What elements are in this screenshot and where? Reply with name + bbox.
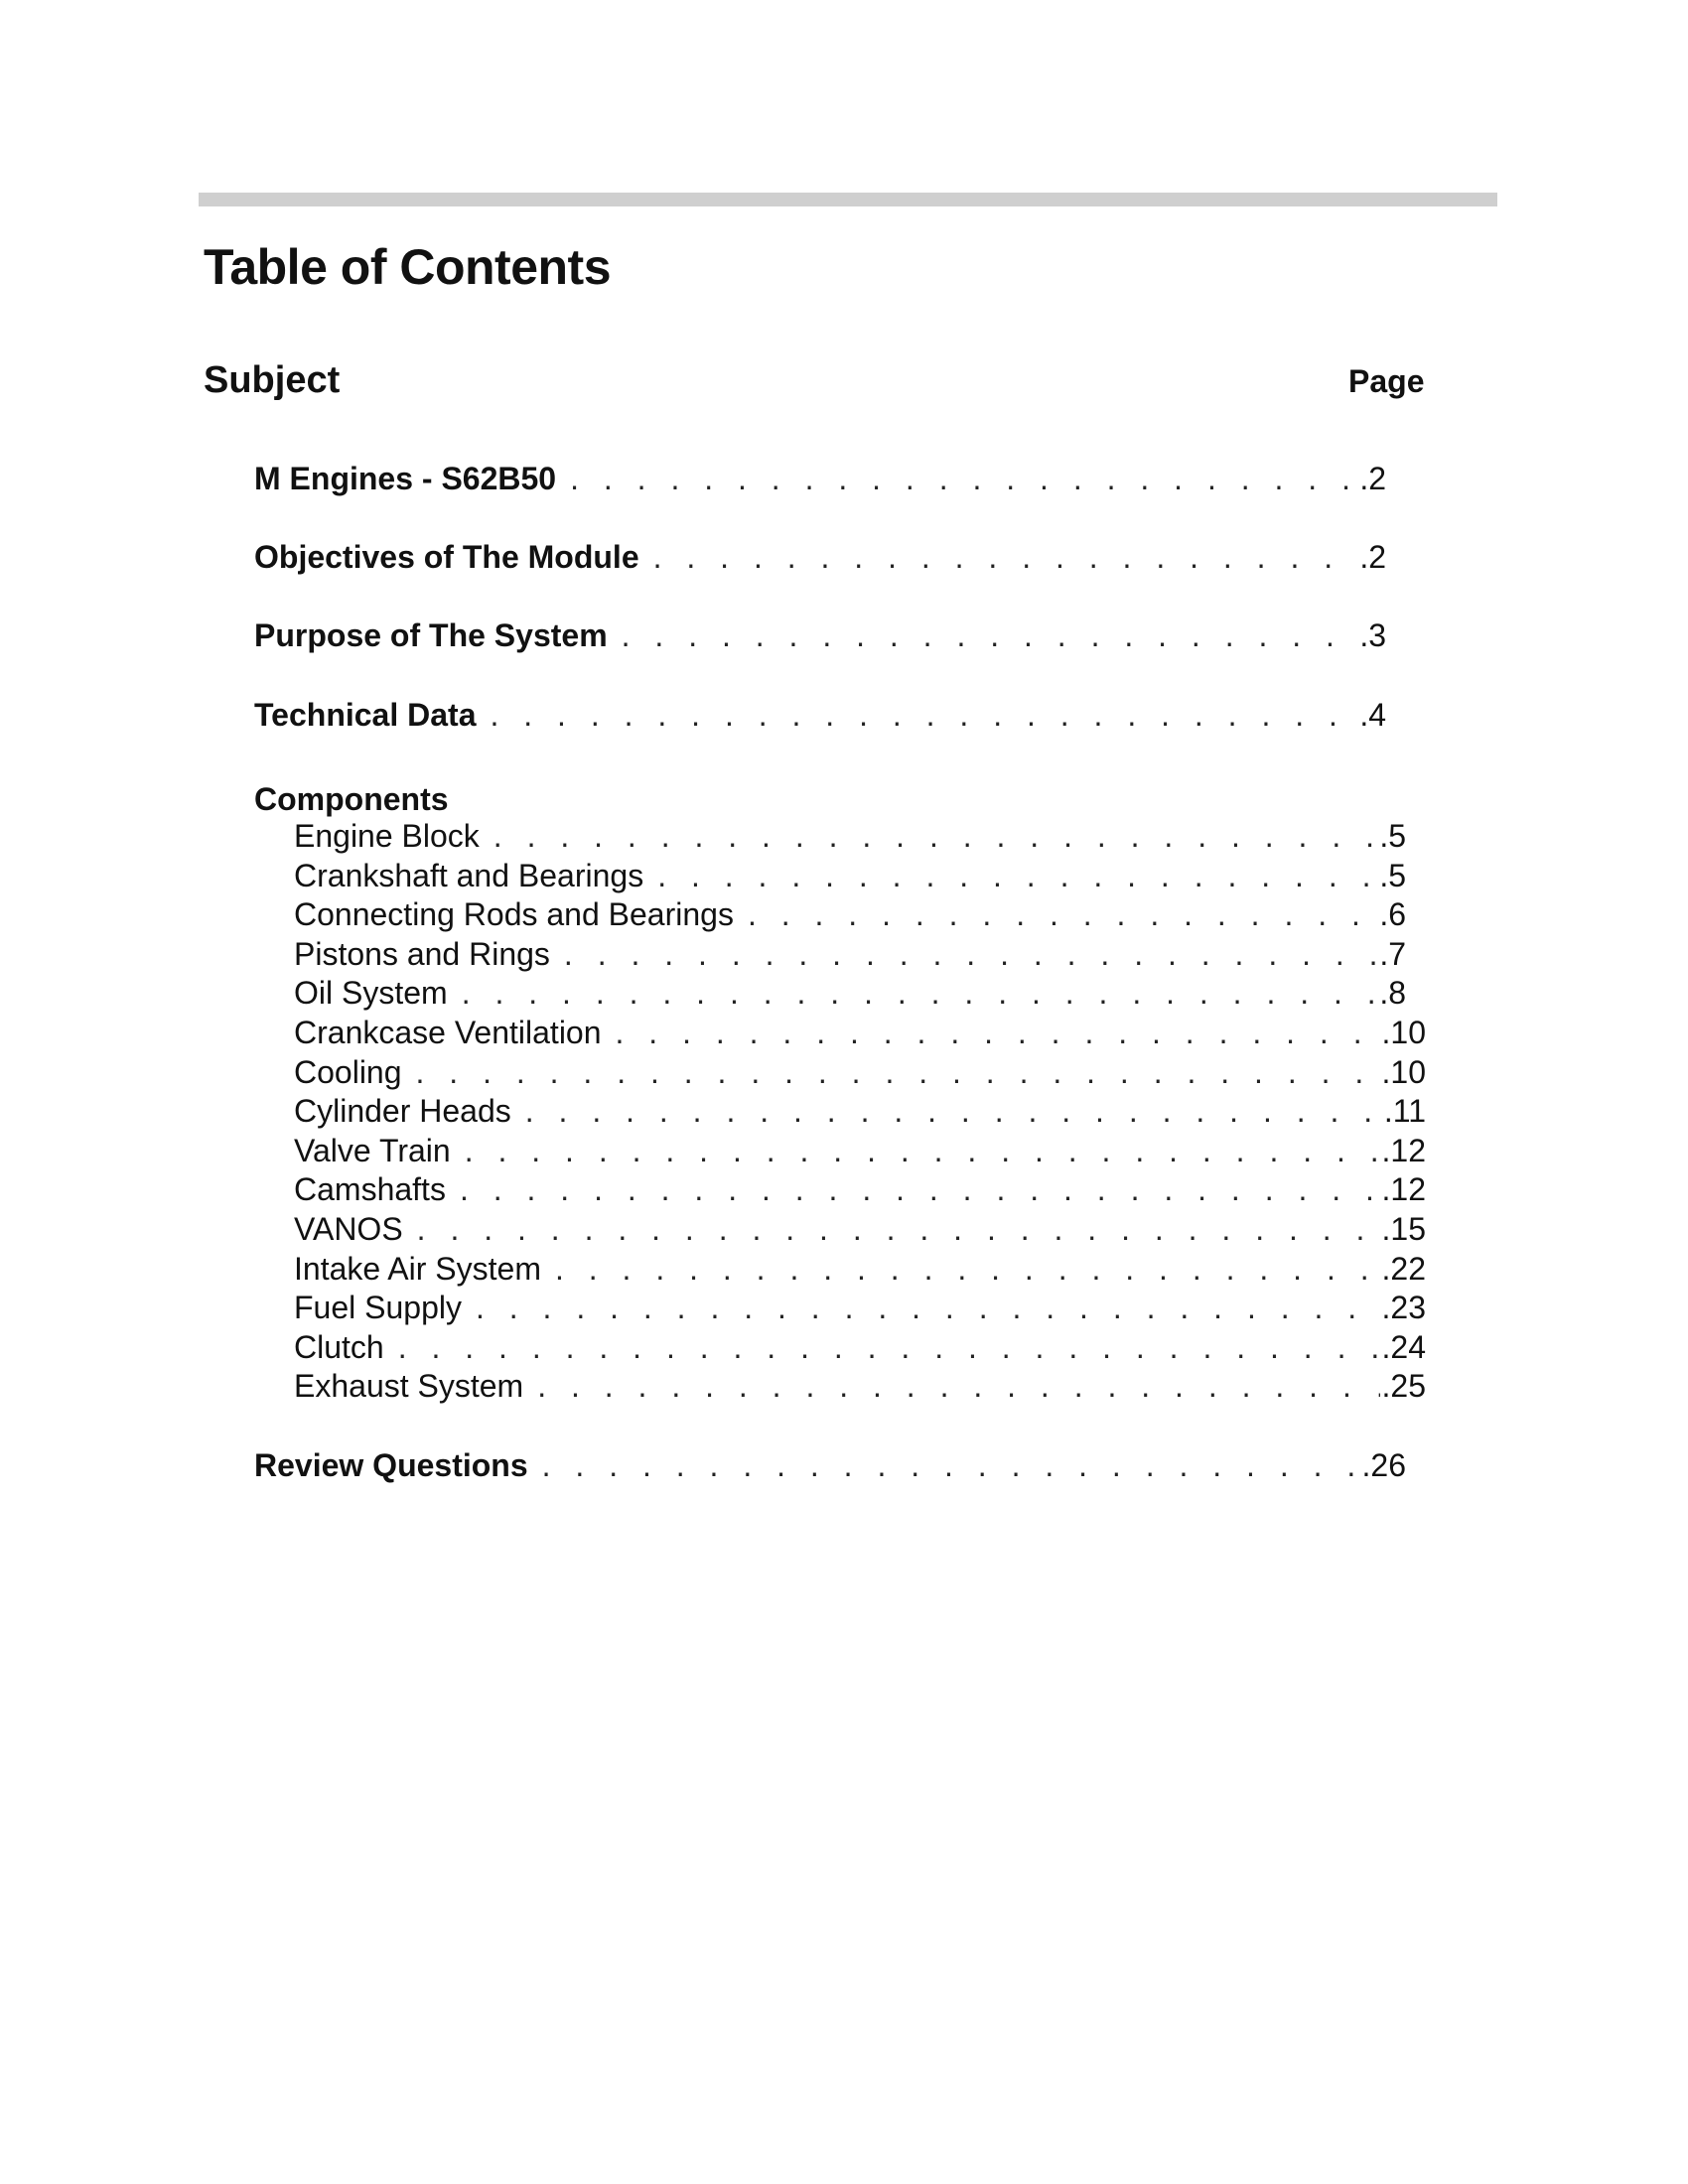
toc-entry-label: Purpose of The System (254, 617, 608, 653)
toc-entry-page: .3 (1359, 617, 1386, 653)
toc-entry-page: .26 (1361, 1447, 1406, 1483)
toc-subentry[interactable] (294, 816, 1406, 856)
toc-subentry-page: .25 (1381, 1368, 1426, 1404)
toc-leader-dots (555, 1249, 1380, 1289)
toc-entry-label: Objectives of The Module (254, 539, 639, 575)
toc-subentry[interactable] (294, 856, 1406, 895)
toc-subentry[interactable] (294, 1013, 1426, 1052)
toc-subentry-label: Oil System (294, 975, 448, 1011)
toc-subentry-page: .7 (1379, 936, 1406, 972)
toc-subentry-label: Engine Block (294, 818, 480, 854)
toc-subentry-label: VANOS (294, 1211, 403, 1247)
toc-subentry[interactable] (294, 1327, 1426, 1367)
toc-subentry-label: Clutch (294, 1329, 384, 1365)
toc-leader-dots (417, 1209, 1380, 1249)
toc-subentry-label: Connecting Rods and Bearings (294, 896, 734, 932)
toc-entry-label: Review Questions (254, 1447, 528, 1483)
toc-subentry-page: .12 (1381, 1133, 1426, 1168)
toc-leader-dots (525, 1091, 1382, 1131)
toc-leader-dots (398, 1327, 1380, 1367)
toc-entry-page: .2 (1359, 461, 1386, 496)
toc-subentry-page: .10 (1381, 1054, 1426, 1090)
toc-subentry-label: Cooling (294, 1054, 402, 1090)
toc-subentry[interactable] (294, 1209, 1426, 1249)
toc-subentry[interactable] (294, 934, 1406, 974)
toc-subentry-label: Crankshaft and Bearings (294, 858, 644, 893)
components-heading: Components (254, 781, 449, 817)
toc-entry-label: Technical Data (254, 697, 477, 733)
toc-subentry-page: .15 (1381, 1211, 1426, 1247)
page-column-header: Page (1348, 363, 1425, 399)
toc-leader-dots (460, 1169, 1380, 1209)
toc-subentry[interactable] (294, 1249, 1426, 1289)
toc-subentry-page: .23 (1381, 1290, 1426, 1325)
toc-leader-dots (564, 934, 1377, 974)
toc-leader-dots (542, 1445, 1360, 1485)
toc-subentry-page: .5 (1379, 818, 1406, 854)
toc-leader-dots (476, 1288, 1380, 1327)
toc-subentry-page: .22 (1381, 1251, 1426, 1287)
toc-entry[interactable] (254, 537, 1386, 577)
toc-subentry-page: .10 (1381, 1015, 1426, 1050)
toc-leader-dots (493, 816, 1378, 856)
toc-subentry-page: .12 (1381, 1171, 1426, 1207)
toc-subentry[interactable] (294, 894, 1406, 934)
toc-entry[interactable] (254, 1445, 1406, 1485)
toc-subentry[interactable] (294, 1131, 1426, 1170)
toc-subentry[interactable] (294, 1288, 1426, 1327)
toc-entry[interactable] (254, 615, 1386, 655)
toc-subentry[interactable] (294, 1169, 1426, 1209)
toc-subentry-label: Fuel Supply (294, 1290, 462, 1325)
toc-subentry-label: Pistons and Rings (294, 936, 550, 972)
toc-entry-label: M Engines - S62B50 (254, 461, 557, 496)
toc-subentry-page: .8 (1379, 975, 1406, 1011)
toc-subentry-page: .24 (1381, 1329, 1426, 1365)
toc-leader-dots (462, 973, 1378, 1013)
toc-subentry-page: .6 (1379, 896, 1406, 932)
toc-subentry[interactable] (294, 1366, 1426, 1406)
toc-leader-dots (465, 1131, 1380, 1170)
toc-entry[interactable] (254, 459, 1386, 498)
toc-subentry-label: Valve Train (294, 1133, 451, 1168)
toc-leader-dots (490, 695, 1357, 735)
toc-leader-dots (616, 1013, 1380, 1052)
toc-subentry[interactable] (294, 1052, 1426, 1092)
toc-subentry-label: Intake Air System (294, 1251, 541, 1287)
toc-leader-dots (537, 1366, 1379, 1406)
toc-subentry-label: Exhaust System (294, 1368, 524, 1404)
toc-leader-dots (657, 856, 1377, 895)
toc-subentry-page: .11 (1383, 1093, 1426, 1129)
toc-subentry-label: Camshafts (294, 1171, 446, 1207)
toc-leader-dots (416, 1052, 1380, 1092)
toc-entry-page: .2 (1359, 539, 1386, 575)
toc-subentry-page: .5 (1379, 858, 1406, 893)
toc-subentry-label: Cylinder Heads (294, 1093, 511, 1129)
toc-leader-dots (748, 894, 1377, 934)
toc-entry-page: .4 (1359, 697, 1386, 733)
toc-leader-dots (622, 615, 1358, 655)
toc-subentry-label: Crankcase Ventilation (294, 1015, 602, 1050)
toc-subentry[interactable] (294, 1091, 1426, 1131)
subject-column-header: Subject (204, 359, 341, 401)
toc-subentry[interactable] (294, 973, 1406, 1013)
toc-leader-dots (570, 459, 1357, 498)
toc-entry[interactable] (254, 695, 1386, 735)
toc-leader-dots (653, 537, 1358, 577)
page-title: Table of Contents (204, 239, 612, 295)
